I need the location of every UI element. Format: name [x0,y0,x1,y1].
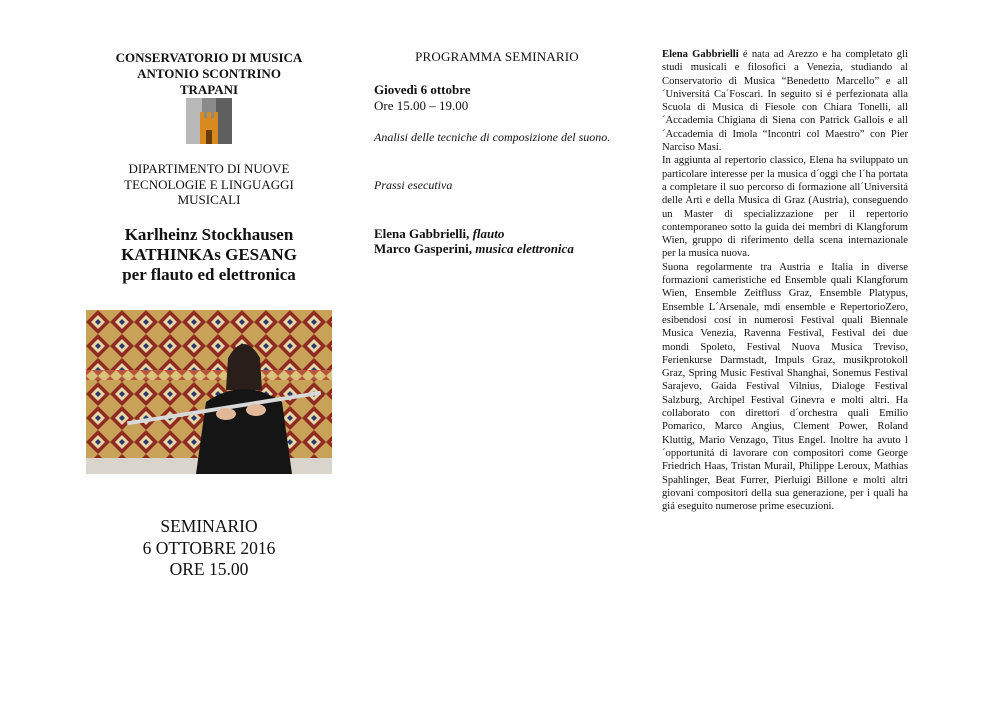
performer-2: Marco Gasperini, musica elettronica [374,241,574,256]
composer-name: Karlheinz Stockhausen [124,225,294,244]
work-subtitle: per flauto ed elettronica [122,265,296,284]
program-title: PROGRAMMA SEMINARIO [415,49,579,64]
conservatory-logo [186,98,232,144]
institution-name: CONSERVATORIO DI MUSICA ANTONIO SCONTRINO TRAPANI [115,50,303,97]
department-name: DIPARTIMENTO DI NUOVE TECNOLOGIE E LINGUAGGI MUSICALI [124,161,294,207]
program-date: Giovedì 6 ottobre [374,82,471,97]
program-item-analysis: Analisi delle tecniche di composizione del suono. [374,130,611,144]
performer-photo [86,310,332,474]
work-title-block [86,225,332,285]
bio-paragraph-2: In aggiunta al repertorio classico, Elena ha sviluppato un particolare interesse per la musica d´oggi che l´ha portata a completare il suo percorso di formazione all´Universitá delle Arti e della Musica di Graz (Austria), conseguendo un Master di specializzazione per il repertorio contemporaneo sotto la guida dei membri di Klangforum Wien, gruppo di riferimento della scena internazionale per la musica nuova. [662,155,908,260]
bio-paragraph-3: Suona regolarmente tra Austria e Italia in diverse formazioni cameristiche ed Ensemble quali Klangforum Wien, Ensemble Zeitfluss Graz, Ensemble Platypus, Ensemble L´Arsenale, mdi ensemble e RepertorioZero, esibendosi cosí in numerosi Festival quali Biennale Musica Venezia, Ravenna Festival, Festival dei due mondi Spoleto, Festival Nuova Musica Treviso, Ferienkurse Darmstadt, Impuls Graz, musikprotokoll Graz, Spring Music Festival Shanghai, Sonemus Festival Sarajevo, Gaida Festival Vilnius, Dialoge Festival Salzburg, Archipel Festival Ginevra e molti altri. Ha collaborato con direttori d´orchestra quali Emilio Pomarico, Marco Angius, Clement Power, Roland Kluttig, Mario Venzago, Titus Engel. Inoltre ha avuto l´opportunitá di lavorare con compositori come George Friedrich Haas, Tristan Murail, Philippe Leroux, Mathias Spahlinger, Beat Furrer, Pierluigi Billone e molti altri giovani compositori della sua generazione, per i quali ha giá eseguito numerose prime esecuzioni. [662,261,908,513]
biography-text [662,48,908,513]
seminar-info: SEMINARIO 6 OTTOBRE 2016 ORE 15.00 [142,516,276,579]
program-item-practice: Prassi esecutiva [374,178,453,192]
program-time: Ore 15.00 – 19.00 [374,98,469,113]
bio-name: Elena Gabbrielli [662,49,739,60]
work-title: KATHINKAs GESANG [121,245,297,264]
performer-1: Elena Gabbrielli, flauto [374,226,505,241]
bio-paragraph-1: Elena Gabbrielli é nata ad Arezzo e ha completato gli studi musicali e filosofici a Venezia, studiando al Conservatorio di Musica “Benedetto Marcello” e all´Universitá Ca´Foscari. In seguito si é perfezionata alla Scuola di Musica di Fiesole con Chiara Tonelli, all´Accademia Chigiana di Siena con Patrick Gallois e all´Accademia di Imola “Incontri col Maestro” con Pier Narciso Masi. [662,49,908,154]
